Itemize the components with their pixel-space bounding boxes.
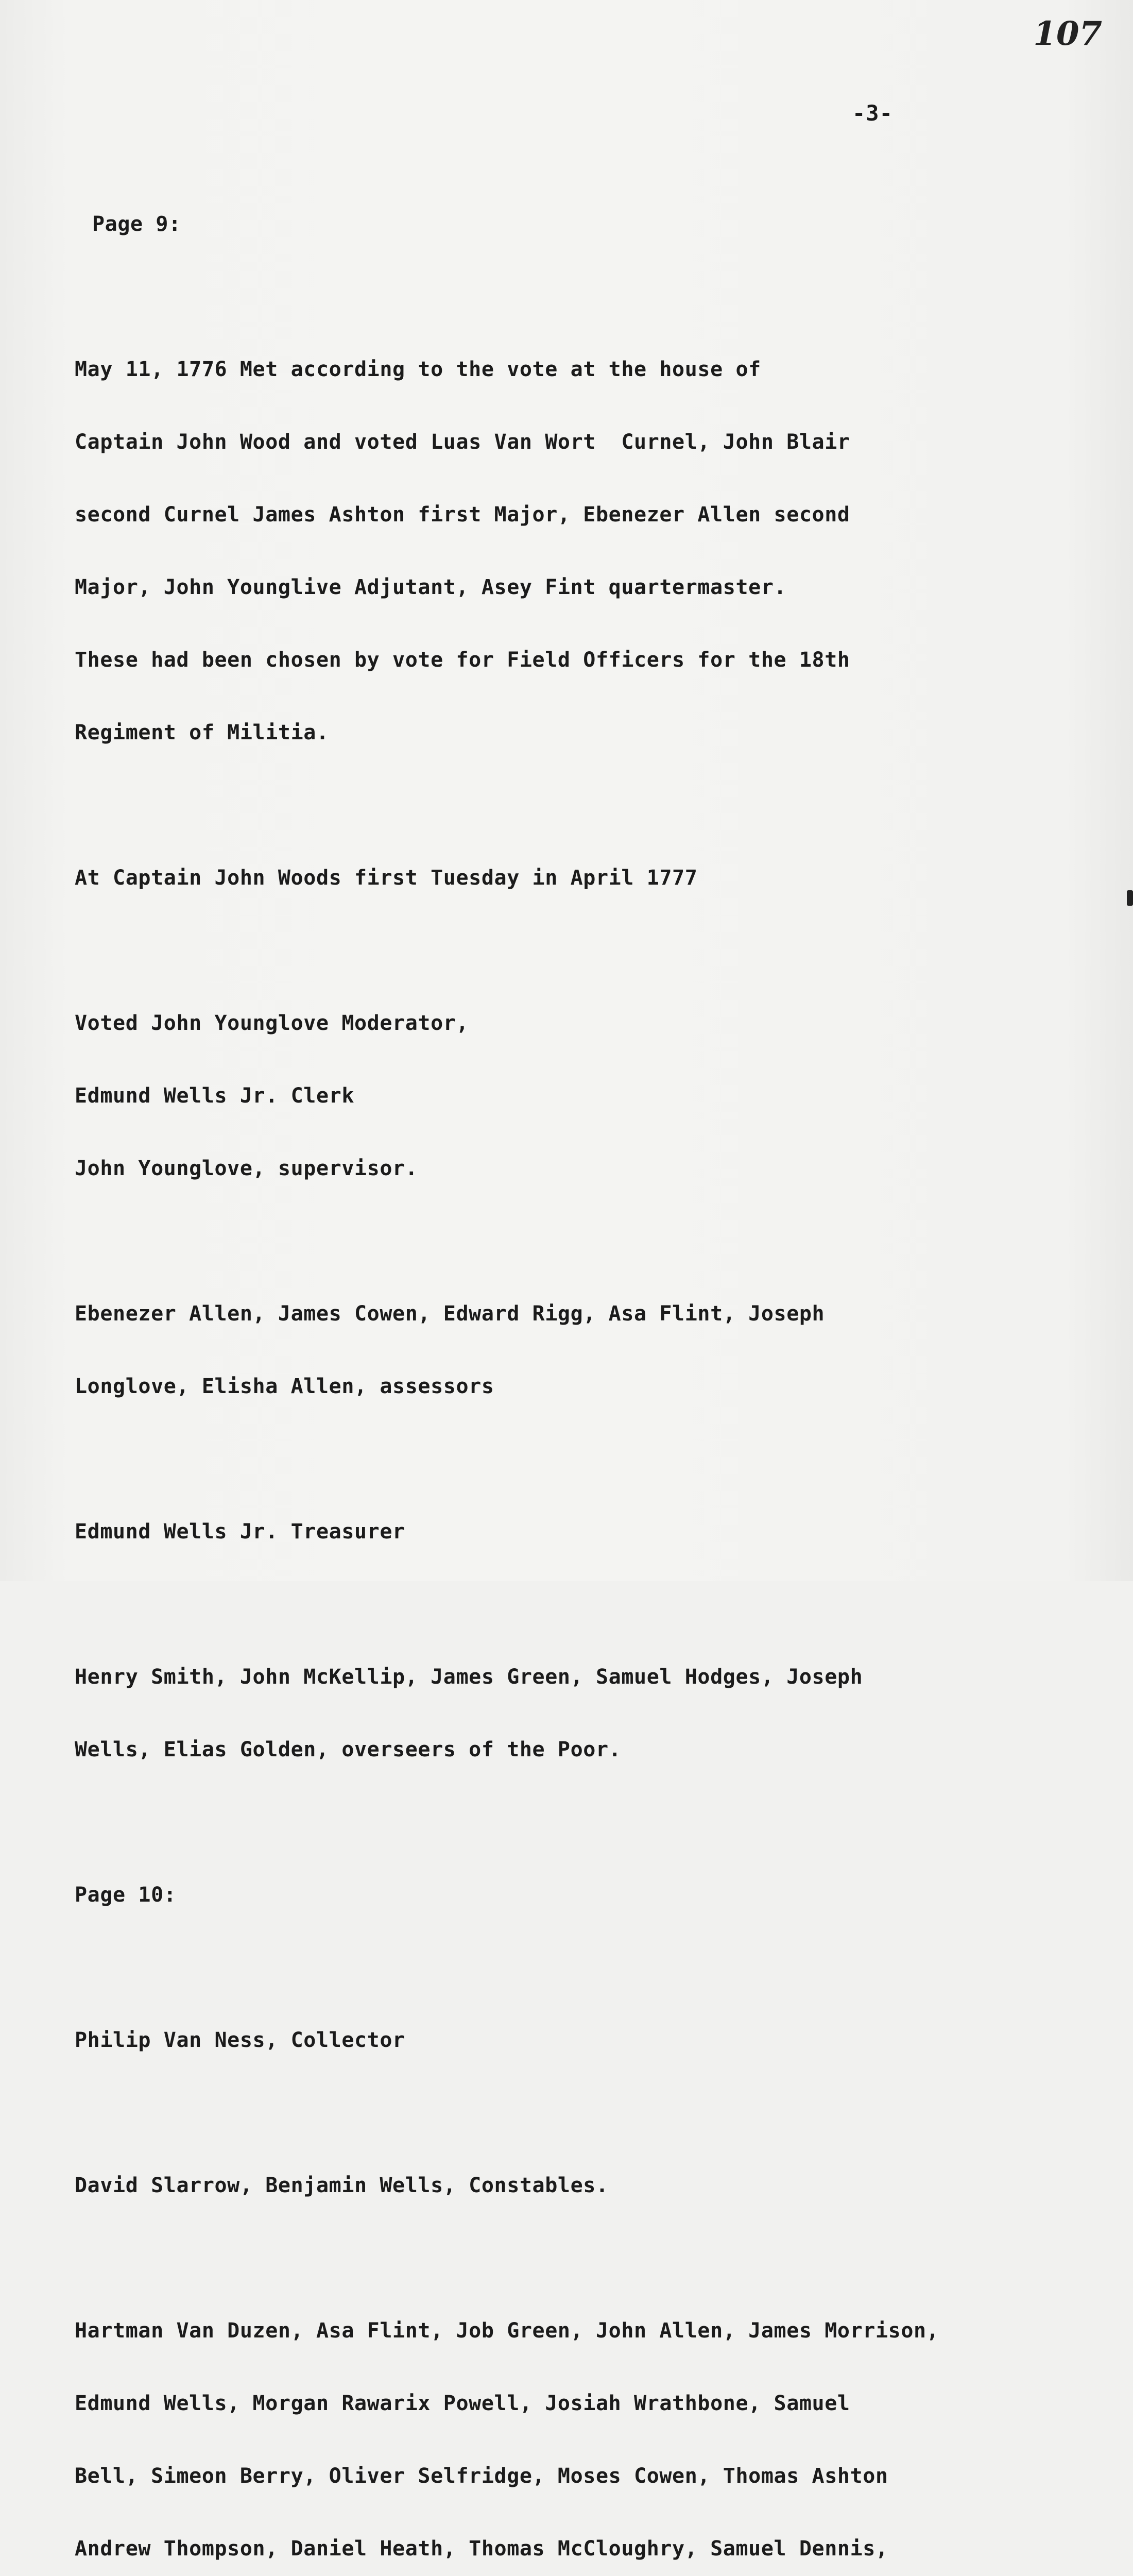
- text-line: Ebenezer Allen, James Cowen, Edward Rigg, Asa Flint, Joseph: [75, 1302, 825, 1326]
- text-line: [75, 1229, 1100, 1253]
- document-body: [75, 164, 1100, 2576]
- text-line: May 11, 1776 Met according to the vote at the house of: [75, 358, 761, 381]
- text-line: Captain John Wood and voted Luas Van Wort Curnel, John Blair: [75, 430, 850, 454]
- edge-mark: [1127, 890, 1133, 906]
- text-line: [75, 2246, 1100, 2270]
- text-line: Edmund Wells Jr. Clerk: [75, 1084, 355, 1108]
- text-line: Wells, Elias Golden, overseers of the Poor.: [75, 1738, 622, 1761]
- text-line: Bell, Simeon Berry, Oliver Selfridge, Moses Cowen, Thomas Ashton: [75, 2464, 888, 2488]
- text-line: Edmund Wells Jr. Treasurer: [75, 1520, 405, 1544]
- text-line: [75, 1956, 1100, 1980]
- text-line: second Curnel James Ashton first Major, Ebenezer Allen second: [75, 503, 850, 527]
- text-line: [75, 1592, 1100, 1617]
- folio-number: 107: [1033, 14, 1102, 53]
- page-number: -3-: [852, 100, 893, 126]
- text-line: Philip Van Ness, Collector: [75, 2028, 405, 2052]
- text-line: [75, 2101, 1100, 2125]
- text-line: John Younglove, supervisor.: [75, 1157, 418, 1180]
- text-line: [75, 1810, 1100, 1835]
- text-line: Andrew Thompson, Daniel Heath, Thomas McCloughry, Samuel Dennis,: [75, 2537, 888, 2561]
- text-line: [75, 285, 1100, 309]
- text-line: [75, 1447, 1100, 1471]
- text-line: David Slarrow, Benjamin Wells, Constables.: [75, 2174, 609, 2197]
- text-line: Voted John Younglove Moderator,: [75, 1011, 469, 1035]
- text-line: Longlove, Elisha Allen, assessors: [75, 1375, 494, 1398]
- text-line: These had been chosen by vote for Field Officers for the 18th: [75, 648, 850, 672]
- text-line: Regiment of Militia.: [75, 721, 329, 744]
- text-line: Hartman Van Duzen, Asa Flint, Job Green, John Allen, James Morrison,: [75, 2319, 939, 2343]
- text-line: [75, 793, 1100, 818]
- text-line: [75, 939, 1100, 963]
- text-line: Major, John Younglive Adjutant, Asey Fint quartermaster.: [75, 575, 787, 599]
- text-line: At Captain John Woods first Tuesday in April 1777: [75, 866, 698, 890]
- text-line: Henry Smith, John McKellip, James Green, Samuel Hodges, Joseph: [75, 1665, 863, 1689]
- section-heading: Page 10:: [75, 1883, 177, 1907]
- text-line: Edmund Wells, Morgan Rawarix Powell, Josiah Wrathbone, Samuel: [75, 2392, 850, 2415]
- section-heading: Page 9:: [92, 212, 181, 236]
